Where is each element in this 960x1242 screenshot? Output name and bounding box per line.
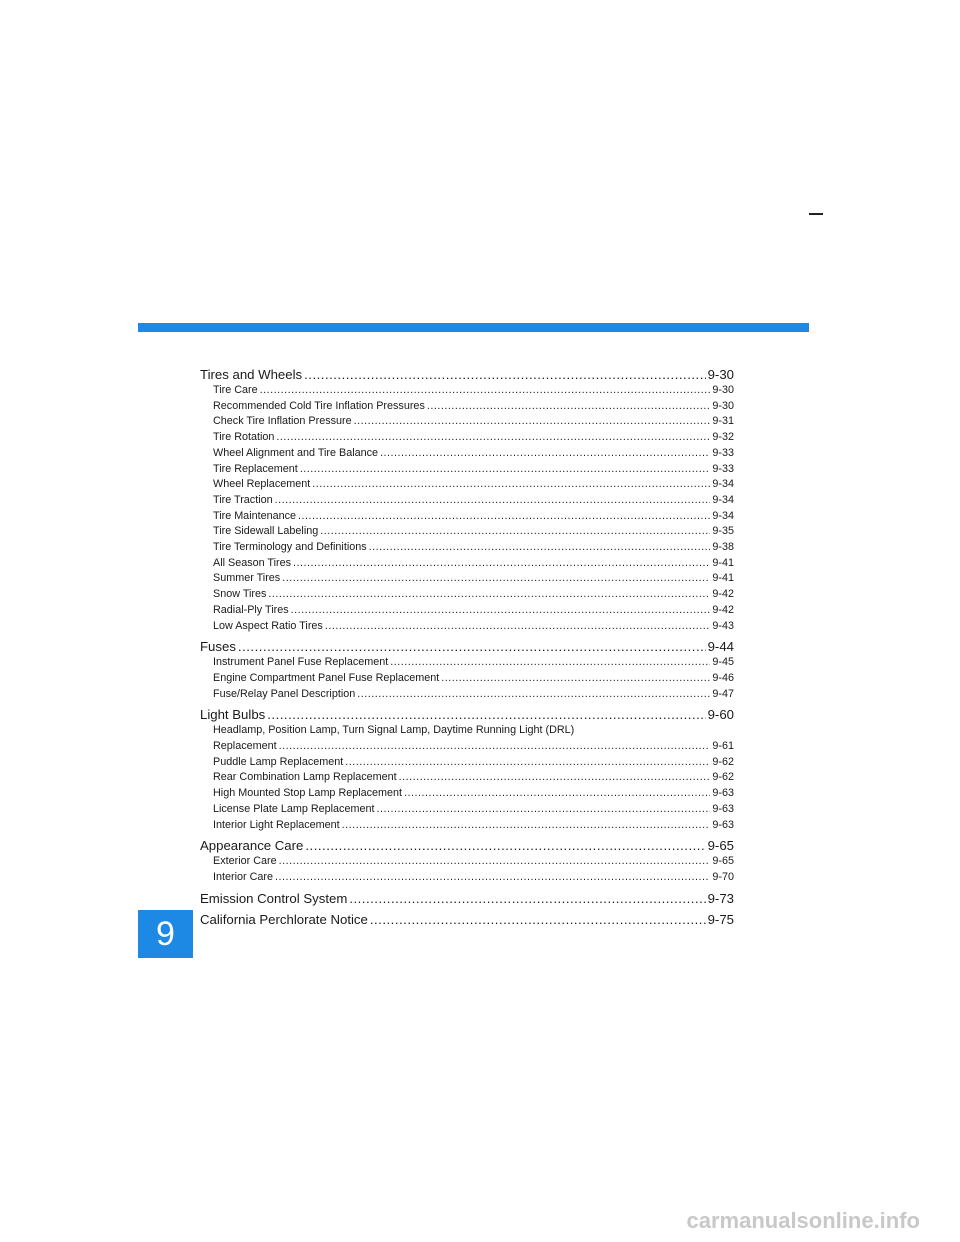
dot-leader [370, 912, 706, 928]
toc-item[interactable] [200, 414, 734, 430]
dot-leader [441, 671, 710, 687]
toc-section-page: 9-44 [707, 639, 734, 655]
dot-leader [275, 493, 711, 509]
toc-item[interactable] [200, 818, 734, 834]
toc-section[interactable] [200, 891, 734, 907]
toc-item[interactable] [200, 571, 734, 587]
toc-item[interactable] [200, 671, 734, 687]
toc-item-label: Replacement [213, 740, 277, 753]
dot-leader [291, 603, 711, 619]
dot-leader [342, 818, 711, 834]
toc-item-line[interactable]: Headlamp, Position Lamp, Turn Signal Lamp, Daytime Running Light (DRL) [213, 724, 575, 737]
dot-leader [305, 838, 705, 854]
toc-item-label: Snow Tires [213, 588, 267, 601]
toc-item-label: Radial-Ply Tires [213, 603, 289, 616]
toc-item[interactable] [200, 556, 734, 572]
toc-item-label: Rear Combination Lamp Replacement [213, 771, 397, 784]
toc-item-label: Puddle Lamp Replacement [213, 755, 344, 768]
dot-leader [376, 802, 710, 818]
dot-leader [267, 707, 705, 723]
toc-item[interactable] [200, 462, 734, 478]
toc-item[interactable] [200, 802, 734, 818]
toc-item[interactable] [200, 619, 734, 635]
toc-item-label: Summer Tires [213, 572, 281, 585]
toc-item-label: Tire Rotation [213, 431, 275, 444]
dot-leader [238, 639, 706, 655]
toc-section-label: Emission Control System [200, 890, 348, 906]
toc-item-page: 9-31 [712, 415, 734, 428]
toc-item[interactable] [200, 854, 734, 870]
toc-item-page: 9-62 [712, 755, 734, 768]
toc-item-page: 9-34 [712, 509, 734, 522]
dot-leader [312, 477, 710, 493]
toc-item-page: 9-34 [712, 478, 734, 491]
toc-section-page: 9-65 [707, 838, 734, 854]
toc-item-page: 9-65 [712, 855, 734, 868]
toc-item-page: 9-41 [712, 572, 734, 585]
toc-item-label: All Season Tires [213, 556, 292, 569]
dot-leader [275, 870, 710, 886]
toc-item-page: 9-62 [712, 771, 734, 784]
toc-section-label: California Perchlorate Notice [200, 911, 368, 927]
dot-leader [293, 556, 710, 572]
toc-item-label: Instrument Panel Fuse Replacement [213, 656, 389, 669]
dot-leader [304, 367, 705, 383]
dot-leader [357, 687, 710, 703]
toc-item-page: 9-63 [712, 787, 734, 800]
toc-item-page: 9-63 [712, 818, 734, 831]
toc-item[interactable] [200, 755, 734, 771]
dot-leader [349, 891, 705, 907]
toc-item-label: High Mounted Stop Lamp Replacement [213, 787, 403, 800]
toc-item-page: 9-33 [712, 446, 734, 459]
toc-item-label: Tire Replacement [213, 462, 298, 475]
chapter-tab[interactable] [138, 910, 193, 958]
toc-item-label: Tire Care [213, 384, 258, 396]
toc-item-label: Exterior Care [213, 855, 277, 868]
dot-leader [268, 587, 710, 603]
toc-item-label: Interior Care [213, 870, 274, 883]
chapter-number: 9 [156, 914, 175, 953]
toc-item-page: 9-63 [712, 802, 734, 815]
toc-section-label: Fuses [200, 639, 236, 655]
dot-leader [320, 524, 710, 540]
toc-item[interactable] [200, 477, 734, 493]
toc-item-label: Tire Sidewall Labeling [213, 525, 319, 538]
toc-item-page: 9-45 [712, 656, 734, 669]
toc-section[interactable] [200, 838, 734, 854]
dot-leader [300, 462, 711, 478]
toc-item-label: Fuse/Relay Panel Description [213, 687, 356, 700]
dot-leader [279, 739, 711, 755]
toc-item[interactable] [200, 687, 734, 703]
dot-leader [390, 655, 710, 671]
dot-leader [276, 430, 710, 446]
toc-section[interactable] [200, 639, 734, 655]
toc-section-page: 9-30 [707, 367, 734, 382]
toc-section-label: Appearance Care [200, 838, 304, 854]
toc-item[interactable] [200, 870, 734, 886]
dot-leader [427, 399, 711, 415]
corner-dash [809, 213, 823, 215]
toc-item[interactable] [200, 603, 734, 619]
toc-item-label: Wheel Replacement [213, 478, 311, 491]
toc-item-label: Wheel Alignment and Tire Balance [213, 446, 379, 459]
toc-item-page: 9-30 [712, 384, 734, 396]
dot-leader [404, 786, 710, 802]
dot-leader [279, 854, 711, 870]
toc-item-label: Check Tire Inflation Pressure [213, 415, 352, 428]
toc-item-page: 9-32 [712, 431, 734, 444]
toc-item-page: 9-61 [712, 740, 734, 753]
toc-item-label: Interior Light Replacement [213, 818, 340, 831]
toc-item-page: 9-43 [712, 619, 734, 632]
dot-leader [354, 414, 711, 430]
toc-section[interactable] [200, 912, 734, 928]
toc-item[interactable] [200, 399, 734, 415]
toc-item-label: Engine Compartment Panel Fuse Replacement [213, 671, 440, 684]
toc-item-page: 9-47 [712, 687, 734, 700]
watermark: carmanualsonline.info [686, 1208, 920, 1233]
dot-leader [399, 770, 711, 786]
toc-item-label: Tire Terminology and Definitions [213, 541, 367, 554]
toc-item-page: 9-41 [712, 556, 734, 569]
dot-leader [380, 446, 710, 462]
toc-item-page: 9-38 [712, 541, 734, 554]
toc-section-page: 9-75 [707, 911, 734, 927]
dot-leader [298, 509, 710, 525]
toc-item[interactable] [200, 587, 734, 603]
toc-item[interactable] [200, 430, 734, 446]
toc-item-page: 9-34 [712, 493, 734, 506]
toc-item-page: 9-42 [712, 588, 734, 601]
toc-item-page: 9-46 [712, 671, 734, 684]
toc-item[interactable] [200, 786, 734, 802]
toc-item[interactable] [200, 770, 734, 786]
toc-item-label: Low Aspect Ratio Tires [213, 619, 323, 632]
toc-item[interactable] [200, 655, 734, 671]
dot-leader [325, 619, 711, 635]
toc-item-page: 9-30 [712, 399, 734, 412]
toc-item-page: 9-35 [712, 525, 734, 538]
toc-item-label: Tire Traction [213, 493, 273, 506]
toc-section-page: 9-60 [707, 707, 734, 723]
toc-item-page: 9-42 [712, 603, 734, 616]
toc-item[interactable] [200, 540, 734, 556]
toc-item[interactable] [200, 509, 734, 525]
toc-section-label: Tires and Wheels [200, 367, 303, 382]
toc-item-label: Recommended Cold Tire Inflation Pressures [213, 399, 425, 412]
toc-section[interactable] [200, 367, 734, 383]
toc-item[interactable] [200, 383, 734, 399]
toc-item-label: License Plate Lamp Replacement [213, 802, 375, 815]
toc-item[interactable] [200, 493, 734, 509]
dot-leader [260, 383, 711, 399]
toc-item[interactable] [200, 446, 734, 462]
dot-leader [369, 540, 711, 556]
toc-section-page: 9-73 [707, 890, 734, 906]
toc-section-label: Light Bulbs [200, 707, 266, 723]
toc-item-page: 9-33 [712, 462, 734, 475]
dot-leader [282, 571, 710, 587]
toc-item[interactable] [200, 524, 734, 540]
dot-leader [345, 755, 710, 771]
toc-item[interactable] [200, 739, 734, 755]
table-of-contents [200, 367, 734, 928]
toc-item-page: 9-70 [712, 870, 734, 883]
toc-item-label: Tire Maintenance [213, 509, 297, 522]
toc-section[interactable] [200, 707, 734, 723]
chapter-header-bar [138, 323, 809, 332]
